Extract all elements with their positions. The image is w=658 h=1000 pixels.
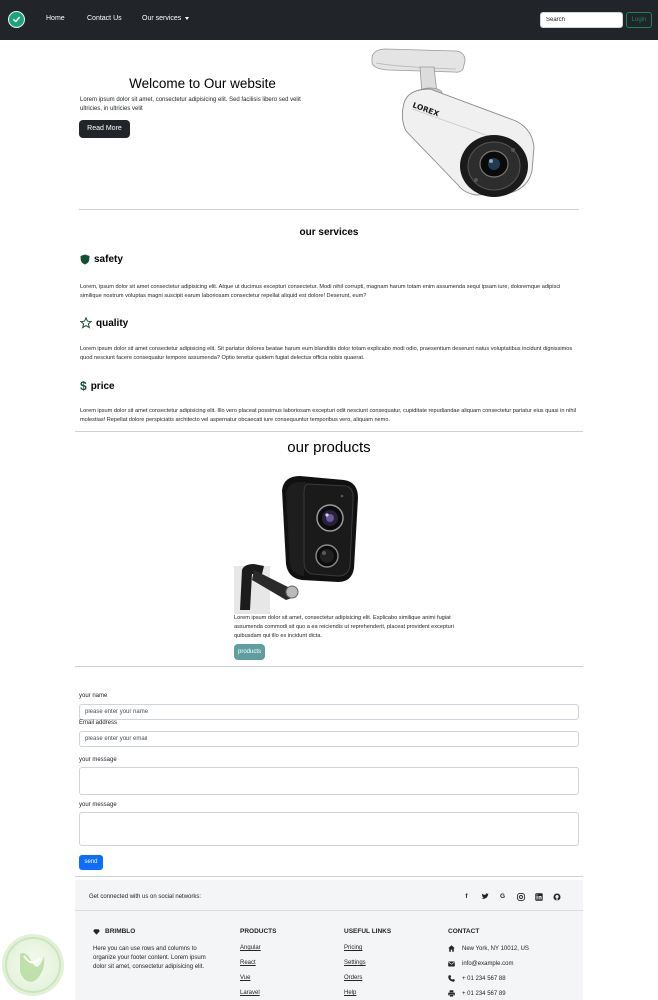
footer-link-help[interactable]: Help xyxy=(344,990,357,996)
footer-contact-title: CONTACT xyxy=(448,928,480,935)
camera-brand-label: LOREX xyxy=(411,100,441,119)
service-safety xyxy=(80,254,123,265)
footer-contact xyxy=(448,928,529,1000)
wireless-security-camera-image xyxy=(234,470,362,614)
home-icon xyxy=(448,945,455,952)
message-label: your message xyxy=(79,757,117,763)
products-divider xyxy=(75,666,583,667)
footer-about-text: Here you can use rows and columns to organize your footer content. Lorem ipsum dolor sit amet, consectetur adipisicing elit. xyxy=(93,946,206,970)
hero-title: Welcome to Our website xyxy=(129,76,276,91)
phone-icon xyxy=(448,975,455,982)
service-description: Lorem ipsum dolor sit amet consectetur adipisicing elit. Sit pariatur dolores beatae harum eum blanditiis dolor totam explicabo modi odio, praesentium deserunt natus voluptatibus incidunt dignissimos quod nesciunt facere consequatur tempore assumenda? Optio tenetur quidem fugiat delectus officia nobis quaerat. xyxy=(80,346,573,361)
linkedin-icon[interactable] xyxy=(534,892,543,901)
products-button[interactable]: products xyxy=(234,644,265,660)
footer-brand-name: BRIMBLO xyxy=(105,928,136,935)
envelope-icon xyxy=(448,961,455,967)
nav-services-label: Our services xyxy=(142,15,182,22)
send-button[interactable]: send xyxy=(79,855,103,870)
hero-text: Lorem ipsum dolor sit amet, consectetur adipisicing elit. Sed facilisis libero sed velit ultricies, in ultricies velit xyxy=(80,97,301,112)
footer-useful-links-title: USEFUL LINKS xyxy=(344,928,392,935)
nav-link-contact[interactable]: Contact Us xyxy=(87,15,122,22)
product-description: Lorem ipsum dolor sit amet, consectetur adipisicing elit. Explicabo similique animi fugiat assumenda commodi sit quo a ea reiciendis ut reprehenderit, placeat provident excepturi quibusdam qui illo ex incidunt dicta. xyxy=(234,615,454,639)
navbar xyxy=(0,0,658,40)
contact-phone xyxy=(448,975,529,982)
twitter-icon[interactable] xyxy=(480,892,489,901)
footer-link-react[interactable]: React xyxy=(240,960,256,966)
footer-products-title: PRODUCTS xyxy=(240,928,277,935)
service-name-label: safety xyxy=(94,254,123,265)
contact-text: + 01 234 567 88 xyxy=(462,975,506,982)
service-quality xyxy=(80,317,128,329)
gem-icon xyxy=(93,929,100,935)
hero-divider xyxy=(79,209,579,210)
message-label: your message xyxy=(79,802,117,808)
footer-link-settings[interactable]: Settings xyxy=(344,960,366,966)
footer-about xyxy=(93,928,208,972)
footer-link-laravel[interactable]: Laravel xyxy=(240,990,260,996)
footer-link-angular[interactable]: Angular xyxy=(240,945,261,951)
service-name-label: quality xyxy=(96,317,129,329)
form-divider xyxy=(75,876,583,877)
name-input[interactable] xyxy=(79,704,579,720)
email-label: Email address xyxy=(79,720,118,726)
contact-text: + 01 234 567 89 xyxy=(462,990,506,997)
footer-divider xyxy=(75,910,583,911)
instagram-icon[interactable] xyxy=(516,892,525,901)
contact-text: New York, NY 10012, US xyxy=(462,945,529,952)
star-icon xyxy=(80,317,92,329)
shield-icon xyxy=(80,254,90,265)
social-icons xyxy=(462,892,561,901)
services-divider xyxy=(75,431,583,432)
print-icon xyxy=(448,990,455,997)
check-circle-icon[interactable] xyxy=(8,11,25,28)
email-input[interactable] xyxy=(79,731,579,747)
footer-useful-links xyxy=(344,928,391,1000)
service-description: Lorem ipsum dolor sit amet consectetur adipisicing elit. Illo vero placeat possimus laboriosam excepturi odit nesciunt consequatur, cupiditate repudiandae aliquam consectetur pariatur eius quasi in nihil molestias! Repellat dolore perspiciatis architecto vel aspernatur obcaecati iure consequuntur temporibus vero, aliquam nemo. xyxy=(80,408,576,423)
read-more-button[interactable]: Read More xyxy=(79,120,130,138)
footer-products xyxy=(240,928,276,1000)
services-title: our services xyxy=(299,227,359,238)
facebook-icon[interactable]: f xyxy=(465,893,468,900)
contact-text: info@example.com xyxy=(462,960,514,967)
security-bullet-camera-image xyxy=(368,43,544,200)
login-button[interactable]: Login xyxy=(626,12,652,28)
search-input[interactable] xyxy=(540,12,623,28)
footer-link-vue[interactable]: Vue xyxy=(240,975,251,981)
github-icon[interactable] xyxy=(552,892,561,901)
footer-about-title xyxy=(93,928,208,935)
watermark-logo xyxy=(2,934,64,996)
footer-link-orders[interactable]: Orders xyxy=(344,975,363,981)
service-price xyxy=(80,379,115,393)
footer-social-text: Get connected with us on social networks: xyxy=(89,894,202,900)
message-textarea[interactable] xyxy=(79,812,579,846)
contact-address xyxy=(448,945,529,952)
service-name-label: price xyxy=(90,380,115,392)
service-description: Lorem, ipsum dolor sit amet consectetur adipisicing elit. Atque ut ducimus excepturi consectetur. Modi nihil corrupti, magnam harum totam enim assumenda sequi ipsam iure, doloremque adipisci similique nostrum voluptas magni suscipit earum laboriosam consectetur repellat aliquid est dolore! Deserunt, eum? xyxy=(80,284,561,299)
google-icon[interactable]: G xyxy=(499,893,506,900)
dollar-icon: $ xyxy=(80,379,87,393)
contact-email xyxy=(448,960,529,967)
footer-link-pricing[interactable]: Pricing xyxy=(344,945,363,951)
footer xyxy=(75,880,583,1000)
name-label: your name xyxy=(79,693,108,699)
nav-link-home[interactable]: Home xyxy=(46,15,65,22)
caret-down-icon xyxy=(185,17,189,20)
message-textarea[interactable] xyxy=(79,767,579,795)
nav-dropdown-services[interactable] xyxy=(142,15,189,22)
products-title: our products xyxy=(287,439,371,456)
contact-fax xyxy=(448,990,529,997)
